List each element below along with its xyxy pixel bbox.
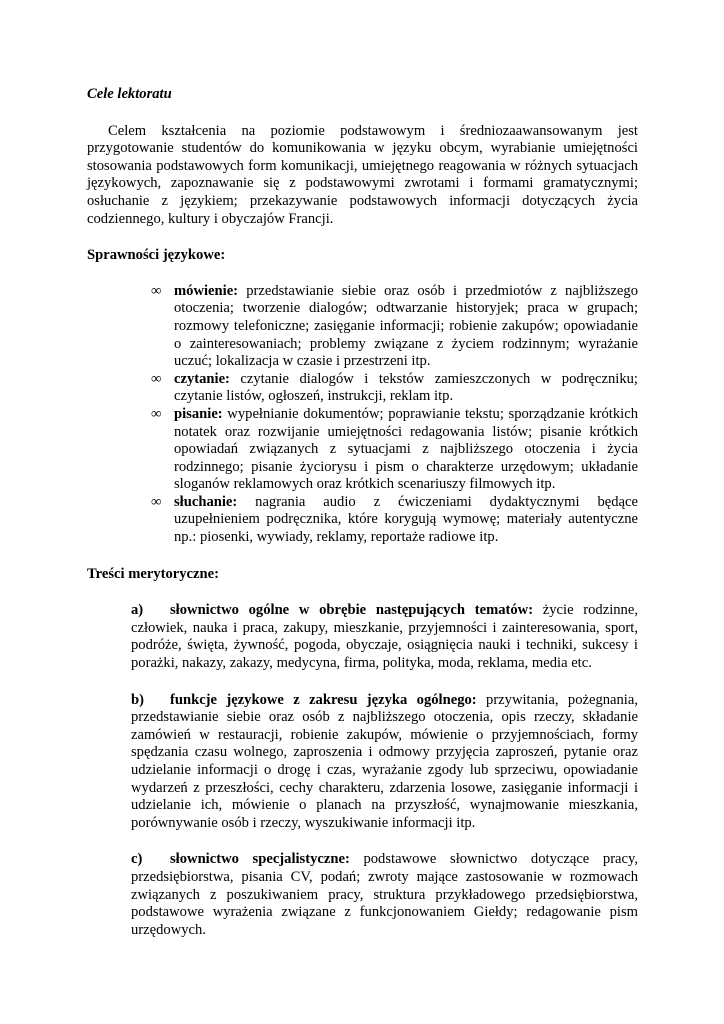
content-description: podstawowe słownictwo dotyczące pracy, przedsiębiorstwa, pisania CV, podań; zwroty mające zastosowanie w rozmowach związanych z poszukiwaniem pracy, struktura przykładowego przedsiębiorstwa, podstawowe wyrażenia związane z funkcjonowaniem Giełdy; redagowanie pism urzędowych. — [131, 851, 639, 938]
content-term: funkcje językowe z zakresu języka ogólnego: — [170, 691, 477, 708]
content-term: słownictwo ogólne w obrębie następujących tematów: — [170, 602, 534, 619]
infinity-bullet-icon: ∞ — [151, 282, 162, 299]
skill-item-speaking — [151, 283, 638, 371]
skill-item-writing — [151, 406, 638, 494]
skill-term: pisanie: — [174, 405, 223, 422]
content-item-language-functions — [131, 692, 638, 833]
skill-term: słuchanie: — [174, 493, 238, 510]
section-title-goals: Cele lektoratu — [87, 86, 172, 102]
skill-description: przedstawianie siebie oraz osób i przedmiotów z najbliższego otoczenia; tworzenie dialogów; odtwarzanie historyjek; praca w grupach; rozmowy telefoniczne; zasięganie informacji; robienie zakupów; opowiadanie o zainteresowaniach; problemy związane z życiem rodzinnym; wyrażanie uczuć; lokalizacja w czasie i przestrzeni itp. — [174, 282, 638, 370]
skill-description: nagrania audio z ćwiczeniami dydaktycznymi będące uzupełnieniem podręcznika, które korygują wymowę; materiały autentyczne np.: piosenki, wywiady, reklamy, reportaże radiowe itp. — [174, 493, 638, 546]
item-letter: c) — [131, 851, 143, 868]
skills-heading: Sprawności językowe: — [87, 247, 226, 264]
document-page — [87, 86, 638, 939]
content-term: słownictwo specjalistyczne: — [170, 851, 350, 868]
skill-term: czytanie: — [174, 370, 230, 387]
intro-paragraph: Celem kształcenia na poziomie podstawowym i średniozaawansowanym jest przygotowanie studentów do komunikowania w języku obcym, wyrabianie umiejętności stosowania podstawowych form komunikacji, umiejętnego reagowania w różnych sytuacjach językowych, zapoznawanie się z podstawowymi zwrotami i formami gramatycznymi; osłuchanie z językiem; przekazywanie podstawowych informacji dotyczących życia codziennego, kultury i obyczajów Francji. — [87, 122, 638, 227]
skills-list — [151, 283, 638, 547]
content-heading: Treści merytoryczne: — [87, 565, 219, 582]
content-description: przywitania, pożegnania, przedstawianie siebie oraz osób z najbliższego otoczenia, opis rzeczy, składanie zamówień w restauracji, robienie zakupów, mówienie o przyjemnościach, formy spędzania czasu wolnego, zaproszenia i odmowy przyjęcia zaproszeń, pytanie oraz udzielanie informacji o drogę i czas, wyrażanie zgody lub sprzeciwu, opowiadanie wydarzeń z przeszłości, cechy charakteru, zdarzenia losowe, zasięganie informacji i udzielanie ich, mówienie o planach na przyszłość, wynajmowanie mieszkania, porównywanie osób i rzeczy, wyszukiwanie informacji itp. — [131, 691, 638, 831]
content-description: życie rodzinne, człowiek, nauka i praca, zakupy, mieszkanie, przyjemności i zainteresowania, sport, podróże, święta, żywność, pogoda, obyczaje, osiągnięcia nauki i techniki, sukcesy i porażki, nakazy, zakazy, medycyna, firma, polityka, moda, reklama, media etc. — [131, 602, 638, 672]
skill-item-listening — [151, 494, 638, 547]
skill-description: wypełnianie dokumentów; poprawianie tekstu; sporządzanie krótkich notatek oraz rozwijanie umiejętności redagowania listów; pisanie krótkich opowiadań związanych z sytuacjami z najbliższego otoczenia i życia rodzinnego; pisanie życiorysu i pism o charakterze urzędowym; układanie sloganów reklamowych oraz krótkich scenariuszy filmowych itp. — [174, 405, 638, 493]
item-letter: b) — [131, 691, 144, 708]
content-item-specialist-vocabulary — [131, 851, 638, 939]
content-item-general-vocabulary — [131, 602, 638, 672]
skill-item-reading — [151, 371, 638, 406]
infinity-bullet-icon: ∞ — [151, 493, 162, 510]
skill-description: czytanie dialogów i tekstów zamieszczonych w podręczniku; czytanie listów, ogłoszeń, instrukcji, reklam itp. — [174, 370, 638, 405]
item-letter: a) — [131, 602, 144, 619]
infinity-bullet-icon: ∞ — [151, 405, 162, 422]
infinity-bullet-icon: ∞ — [151, 370, 162, 387]
skill-term: mówienie: — [174, 282, 239, 299]
